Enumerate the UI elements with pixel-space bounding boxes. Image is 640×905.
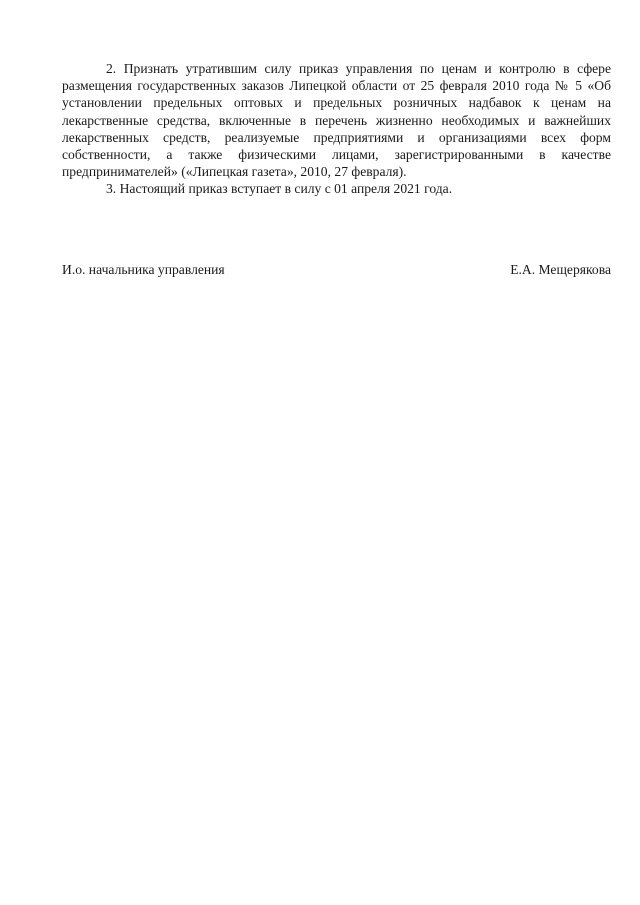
signature-block — [62, 261, 611, 278]
document-body — [62, 60, 611, 198]
paragraph-3: 3. Настоящий приказ вступает в силу с 01 апреля 2021 года. — [106, 181, 453, 197]
paragraph-2: 2. Признать утратившим силу приказ управления по ценам и контролю в сфере размещения государственных заказов Липецкой области от 25 февраля 2010 года № 5 «Об установлении предельных оптовых и предельных розничных надбавок к ценам на лекарственные средства, включенные в перечень жизненно необходимых и важнейших лекарственных средств, реализуемые предприятиями и организациями всех форм собственности, а также физическими лицами, зарегистрированными в качестве предпринимателей» («Липецкая газета», 2010, 27 февраля). — [62, 61, 611, 180]
signatory-position: И.о. начальника управления — [62, 262, 225, 277]
signatory-name: Е.А. Мещерякова — [510, 262, 611, 277]
